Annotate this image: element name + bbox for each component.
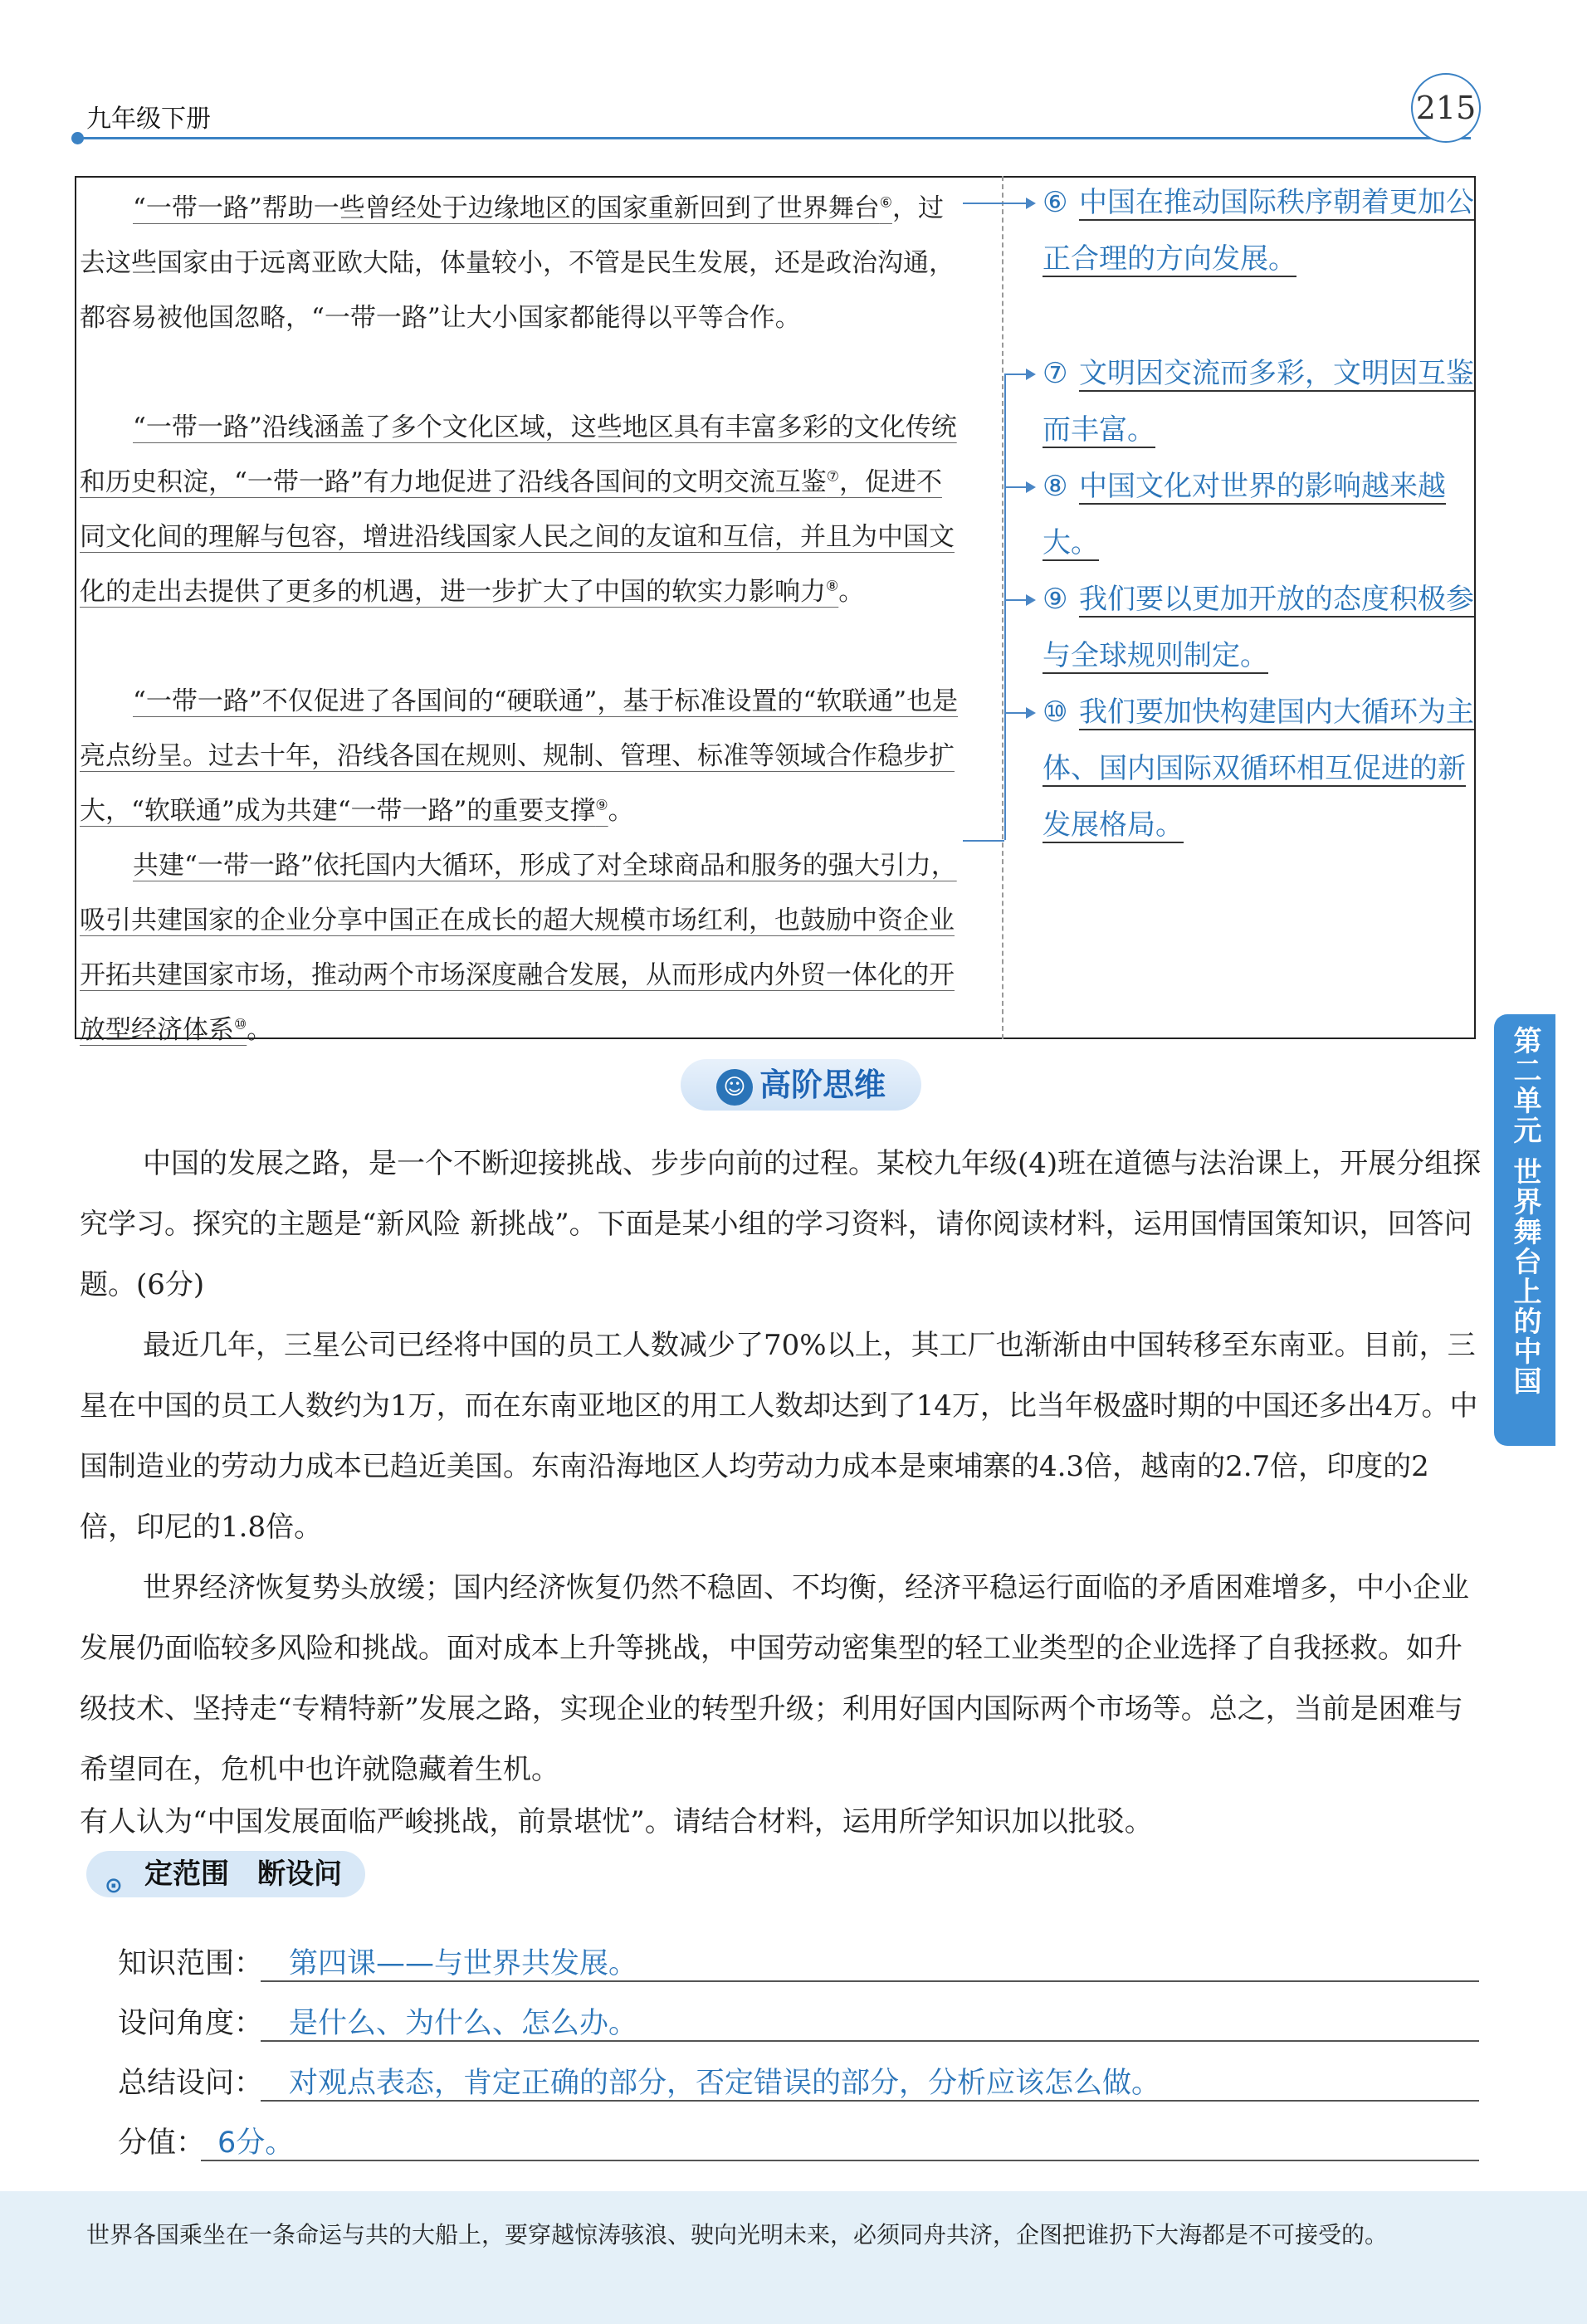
box-paragraph-1: “一带一路”帮助一些曾经处于边缘地区的国家重新回到了世界舞台⑥，过去这些国家由于远离亚欧大陆，体量较小，不管是民生发展，还是政治沟通，都容易被他国忽略，“一带一路”让大小国家都能得以平等合作。 (80, 193, 955, 333)
note-9: ⑨ 我们要以更加开放的态度积极参与全球规则制定。 (1043, 583, 1474, 672)
scope-row-summary: 总结设问： 对观点表态，肯定正确的部分，否定错误的部分，分析应该怎么做。 (118, 2060, 1479, 2107)
arrow-trunk (1004, 374, 1006, 840)
arrow-6 (963, 203, 1034, 204)
body-paragraph-2: 最近几年，三星公司已经将中国的员工人数减少了70%以上，其工厂也渐渐由中国转移至东南亚。目前，三星在中国的员工人数约为1万，而在东南亚地区的用工人数却达到了14万，比当年极盛时期的中国还多出4万。中国制造业的劳动力成本已趋近美国。东南沿海地区人均劳动力成本是柬埔寨的4.3倍，越南的2.7倍，印度的2倍，印尼的1.8倍。 (80, 1329, 1478, 1544)
arrow-7 (1004, 374, 1034, 375)
box-paragraph-3: “一带一路”不仅促进了各国间的“硬联通”，基于标准设置的“软联通”也是亮点纷呈。过去十年，沿线各国在规则、规制、管理、标准等领域合作稳步扩大，“软联通”成为共建“一带一路”的重要支撑⑨。 (80, 686, 959, 826)
note-6: ⑥ 中国在推动国际秩序朝着更加公正合理的方向发展。 (1043, 186, 1474, 276)
footer-quote-band (0, 2191, 1587, 2324)
scope-tag: ⊙ 定范围 断设问 (86, 1851, 365, 1897)
arrow-connector (963, 840, 1004, 842)
location-pin-icon: ⊙ (105, 1873, 123, 1898)
box-paragraph-2: “一带一路”沿线涵盖了多个文化区域，这些地区具有丰富多彩的文化传统和历史积淀，“一带一路”有力地促进了沿线各国间的文明交流互鉴⑦，促进不同文化间的理解与包容，增进沿线国家人民之间的友谊和互信，并且为中国文化的走出去提供了更多的机遇，进一步扩大了中国的软实力影响力⑧。 (80, 413, 957, 607)
brain-head-icon: ☺ (716, 1069, 753, 1106)
body-paragraph-3: 世界经济恢复势头放缓；国内经济恢复仍然不稳固、不均衡，经济平稳运行面临的矛盾困难增多，中小企业发展仍面临较多风险和挑战。面对成本上升等挑战，中国劳动密集型的轻工业类型的企业选择了自我拯救。如升级技术、坚持走“专精特新”发展之路，实现企业的转型升级；利用好国内国际两个市场等。总之，当前是困难与希望同在，危机中也许就隐藏着生机。 (80, 1571, 1469, 1786)
box-paragraph-4: 共建“一带一路”依托国内大循环，形成了对全球商品和服务的强大引力，吸引共建国家的企业分享中国正在成长的超大规模市场红利，也鼓励中资企业开拓共建国家市场，推动两个市场深度融合发展，从而形成内外贸一体化的开放型经济体系⑩。 (80, 851, 957, 1045)
section-heading: ☺ 高阶思维 (681, 1059, 921, 1111)
arrow-10 (1004, 712, 1034, 714)
scope-row-knowledge: 知识范围： 第四课——与世界共发展。 (118, 1941, 1479, 1987)
scope-row-angle: 设问角度： 是什么、为什么、怎么办。 (118, 2000, 1479, 2047)
question-text: 有人认为“中国发展面临严峻挑战，前景堪忧”。请结合材料，运用所学知识加以批驳。 (80, 1805, 1153, 1838)
footer-quote: 世界各国乘坐在一条命运与共的大船上，要穿越惊涛骇浪、驶向光明未来，必须同舟共济，企图把谁扔下大海都是不可接受的。 (86, 2221, 1389, 2248)
body-paragraph-1: 中国的发展之路，是一个不断迎接挑战、步步向前的过程。某校九年级(4)班在道德与法治课上，开展分组探究学习。探究的主题是“新风险 新挑战”。下面是某小组的学习资料，请你阅读材料，运用国情国策知识，回答问题。(6分) (80, 1147, 1482, 1301)
note-10: ⑩ 我们要加快构建国内大循环为主体、国内国际双循环相互促进的新发展格局。 (1043, 696, 1474, 842)
arrow-9 (1004, 599, 1034, 601)
scope-row-score: 分值： 6分。 (118, 2120, 1479, 2166)
note-8: ⑧ 中国文化对世界的影响越来越大。 (1043, 470, 1446, 559)
page-number: 215 (1411, 73, 1481, 143)
column-divider (1002, 176, 1003, 1039)
book-title: 九年级下册 (86, 105, 211, 134)
unit-side-tab: 第二单元 世界舞台上的中国 (1494, 1014, 1555, 1446)
header-rule (76, 137, 1471, 139)
note-7: ⑦ 文明因交流而多彩，文明因互鉴而丰富。 (1043, 357, 1474, 447)
arrow-8 (1004, 486, 1034, 488)
